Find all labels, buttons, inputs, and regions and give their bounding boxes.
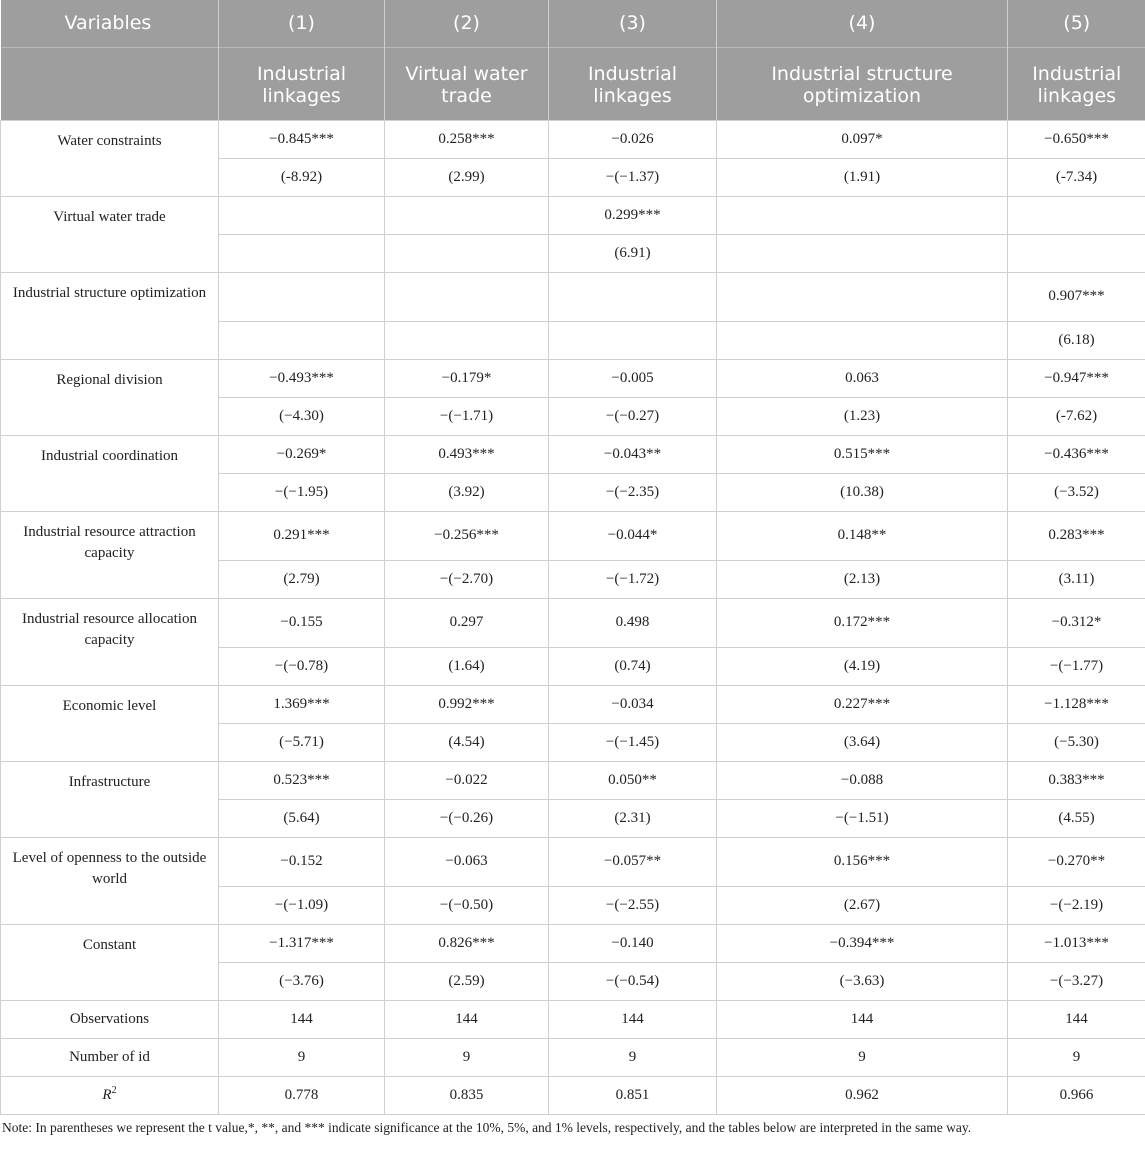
t-value-cell: −(−3.27) bbox=[1008, 962, 1145, 1000]
table-row bbox=[1, 924, 1145, 962]
t-value-cell: (4.19) bbox=[717, 647, 1008, 685]
t-value-cell: −(−2.19) bbox=[1008, 886, 1145, 924]
t-value-cell: (−3.52) bbox=[1008, 473, 1145, 511]
coefficient-cell: 0.297 bbox=[385, 598, 549, 647]
t-value-cell: −(−1.45) bbox=[549, 723, 717, 761]
table-row bbox=[1, 837, 1145, 886]
coefficient-cell: −0.005 bbox=[549, 359, 717, 397]
variable-name: Virtual water trade bbox=[1, 196, 219, 272]
coefficient-cell bbox=[385, 272, 549, 321]
coefficient-cell bbox=[219, 196, 385, 234]
table-row bbox=[1, 511, 1145, 560]
coefficient-cell: −0.034 bbox=[549, 685, 717, 723]
coefficient-cell: 0.523*** bbox=[219, 761, 385, 799]
t-value-cell: (2.67) bbox=[717, 886, 1008, 924]
coefficient-cell: 0.498 bbox=[549, 598, 717, 647]
coefficient-cell: 0.050** bbox=[549, 761, 717, 799]
t-value-cell: −(−2.35) bbox=[549, 473, 717, 511]
stats-value-cell: 0.962 bbox=[717, 1076, 1008, 1114]
coefficient-cell: 0.291*** bbox=[219, 511, 385, 560]
stats-value-cell: 9 bbox=[1008, 1038, 1145, 1076]
stats-value-cell: 144 bbox=[219, 1000, 385, 1038]
coefficient-cell: 0.227*** bbox=[717, 685, 1008, 723]
coefficient-cell: −0.436*** bbox=[1008, 435, 1145, 473]
header-col-4-dep: Industrial structure optimization bbox=[717, 47, 1008, 120]
t-value-cell: −(−1.95) bbox=[219, 473, 385, 511]
coefficient-cell: −0.044* bbox=[549, 511, 717, 560]
stats-value-cell: 0.835 bbox=[385, 1076, 549, 1114]
variable-name: Constant bbox=[1, 924, 219, 1000]
coefficient-cell: −0.493*** bbox=[219, 359, 385, 397]
coefficient-cell bbox=[717, 272, 1008, 321]
coefficient-cell bbox=[717, 196, 1008, 234]
stats-value-cell: 0.778 bbox=[219, 1076, 385, 1114]
t-value-cell: (2.59) bbox=[385, 962, 549, 1000]
t-value-cell: (2.13) bbox=[717, 560, 1008, 598]
header-col-5-dep: Industrial linkages bbox=[1008, 47, 1145, 120]
t-value-cell: −(−1.71) bbox=[385, 397, 549, 435]
t-value-cell: −(−0.54) bbox=[549, 962, 717, 1000]
coefficient-cell: −0.026 bbox=[549, 120, 717, 158]
table-row bbox=[1, 272, 1145, 321]
t-value-cell bbox=[385, 234, 549, 272]
t-value-cell: (-7.62) bbox=[1008, 397, 1145, 435]
t-value-cell: (6.18) bbox=[1008, 321, 1145, 359]
stats-value-cell: 0.851 bbox=[549, 1076, 717, 1114]
t-value-cell: −(−1.09) bbox=[219, 886, 385, 924]
table-row bbox=[1, 685, 1145, 723]
t-value-cell: (2.99) bbox=[385, 158, 549, 196]
coefficient-cell: 0.063 bbox=[717, 359, 1008, 397]
coefficient-cell: 0.283*** bbox=[1008, 511, 1145, 560]
coefficient-cell: −0.140 bbox=[549, 924, 717, 962]
stats-value-cell: 9 bbox=[385, 1038, 549, 1076]
t-value-cell: −(−0.78) bbox=[219, 647, 385, 685]
header-col-1-num: (1) bbox=[219, 0, 385, 47]
header-col-4-num: (4) bbox=[717, 0, 1008, 47]
t-value-cell: −(−1.77) bbox=[1008, 647, 1145, 685]
table-note: Note: In parentheses we represent the t value,*, **, and *** indicate significance at the 10%, 5%, and 1% levels, respectively, and the tables below are interpreted in the same way. bbox=[2, 1119, 972, 1135]
t-value-cell: (−3.63) bbox=[717, 962, 1008, 1000]
header-col-1-dep: Industrial linkages bbox=[219, 47, 385, 120]
variable-name: Industrial coordination bbox=[1, 435, 219, 511]
coefficient-cell: −0.269* bbox=[219, 435, 385, 473]
t-value-cell bbox=[549, 321, 717, 359]
coefficient-cell: 1.369*** bbox=[219, 685, 385, 723]
table-row bbox=[1, 761, 1145, 799]
coefficient-cell: 0.383*** bbox=[1008, 761, 1145, 799]
stats-value-cell: 9 bbox=[717, 1038, 1008, 1076]
variable-name: Water constraints bbox=[1, 120, 219, 196]
variable-name: Infrastructure bbox=[1, 761, 219, 837]
t-value-cell: (−5.71) bbox=[219, 723, 385, 761]
coefficient-cell: −0.845*** bbox=[219, 120, 385, 158]
t-value-cell: (1.23) bbox=[717, 397, 1008, 435]
table-row bbox=[1, 120, 1145, 158]
coefficient-cell: −0.043** bbox=[549, 435, 717, 473]
t-value-cell: (−3.76) bbox=[219, 962, 385, 1000]
t-value-cell bbox=[717, 321, 1008, 359]
t-value-cell: (-8.92) bbox=[219, 158, 385, 196]
t-value-cell: (6.91) bbox=[549, 234, 717, 272]
coefficient-cell: −0.088 bbox=[717, 761, 1008, 799]
t-value-cell: −(−0.50) bbox=[385, 886, 549, 924]
stats-value-cell: 144 bbox=[717, 1000, 1008, 1038]
coefficient-cell: −0.057** bbox=[549, 837, 717, 886]
t-value-cell: (2.31) bbox=[549, 799, 717, 837]
t-value-cell bbox=[717, 234, 1008, 272]
table-row bbox=[1, 598, 1145, 647]
coefficient-cell: 0.493*** bbox=[385, 435, 549, 473]
coefficient-cell: −0.947*** bbox=[1008, 359, 1145, 397]
table-row bbox=[1, 435, 1145, 473]
coefficient-cell: 0.907*** bbox=[1008, 272, 1145, 321]
t-value-cell: (10.38) bbox=[717, 473, 1008, 511]
stats-label: Number of id bbox=[1, 1038, 219, 1076]
coefficient-cell: −0.270** bbox=[1008, 837, 1145, 886]
variable-name: Industrial resource attraction capacity bbox=[1, 511, 219, 598]
coefficient-cell: −0.155 bbox=[219, 598, 385, 647]
stats-value-cell: 9 bbox=[219, 1038, 385, 1076]
coefficient-cell: 0.515*** bbox=[717, 435, 1008, 473]
coefficient-cell bbox=[219, 272, 385, 321]
stats-label: Observations bbox=[1, 1000, 219, 1038]
header-col-2-num: (2) bbox=[385, 0, 549, 47]
coefficient-cell: −0.022 bbox=[385, 761, 549, 799]
t-value-cell: (0.74) bbox=[549, 647, 717, 685]
t-value-cell: (2.79) bbox=[219, 560, 385, 598]
header-blank bbox=[1, 47, 219, 120]
coefficient-cell: 0.826*** bbox=[385, 924, 549, 962]
t-value-cell: (3.92) bbox=[385, 473, 549, 511]
t-value-cell: (−4.30) bbox=[219, 397, 385, 435]
coefficient-cell: −1.317*** bbox=[219, 924, 385, 962]
coefficient-cell: 0.148** bbox=[717, 511, 1008, 560]
coefficient-cell: −0.063 bbox=[385, 837, 549, 886]
variable-name: Level of openness to the outside world bbox=[1, 837, 219, 924]
t-value-cell bbox=[1008, 234, 1145, 272]
t-value-cell: −(−1.51) bbox=[717, 799, 1008, 837]
t-value-cell: (5.64) bbox=[219, 799, 385, 837]
coefficient-cell: 0.992*** bbox=[385, 685, 549, 723]
t-value-cell: −(−1.72) bbox=[549, 560, 717, 598]
header-col-3-num: (3) bbox=[549, 0, 717, 47]
t-value-cell: (3.64) bbox=[717, 723, 1008, 761]
coefficient-cell: 0.097* bbox=[717, 120, 1008, 158]
stats-value-cell: 9 bbox=[549, 1038, 717, 1076]
stats-value-cell: 144 bbox=[1008, 1000, 1145, 1038]
coefficient-cell bbox=[549, 272, 717, 321]
stats-label-text: R bbox=[102, 1086, 112, 1103]
header-col-3-dep: Industrial linkages bbox=[549, 47, 717, 120]
table-body bbox=[1, 120, 1145, 1114]
t-value-cell: (-7.34) bbox=[1008, 158, 1145, 196]
coefficient-cell: 0.172*** bbox=[717, 598, 1008, 647]
t-value-cell: (−5.30) bbox=[1008, 723, 1145, 761]
coefficient-cell: −0.152 bbox=[219, 837, 385, 886]
variable-name: Industrial structure optimization bbox=[1, 272, 219, 359]
header-variables: Variables bbox=[1, 0, 219, 47]
stats-value-cell: 0.966 bbox=[1008, 1076, 1145, 1114]
stats-label bbox=[1, 1076, 219, 1114]
coefficient-cell: −0.179* bbox=[385, 359, 549, 397]
coefficient-cell: 0.299*** bbox=[549, 196, 717, 234]
t-value-cell: (4.55) bbox=[1008, 799, 1145, 837]
coefficient-cell: −0.394*** bbox=[717, 924, 1008, 962]
t-value-cell: (3.11) bbox=[1008, 560, 1145, 598]
t-value-cell: −(−2.70) bbox=[385, 560, 549, 598]
t-value-cell: (1.64) bbox=[385, 647, 549, 685]
coefficient-cell bbox=[385, 196, 549, 234]
t-value-cell: −(−0.26) bbox=[385, 799, 549, 837]
coefficient-cell bbox=[1008, 196, 1145, 234]
stats-label-superscript: 2 bbox=[111, 1084, 117, 1096]
coefficient-cell: −0.312* bbox=[1008, 598, 1145, 647]
variable-name: Regional division bbox=[1, 359, 219, 435]
t-value-cell bbox=[219, 321, 385, 359]
t-value-cell: (1.91) bbox=[717, 158, 1008, 196]
coefficient-cell: −0.650*** bbox=[1008, 120, 1145, 158]
header-col-2-dep: Virtual water trade bbox=[385, 47, 549, 120]
t-value-cell: −(−2.55) bbox=[549, 886, 717, 924]
stats-row bbox=[1, 1000, 1145, 1038]
coefficient-cell: 0.258*** bbox=[385, 120, 549, 158]
t-value-cell bbox=[385, 321, 549, 359]
t-value-cell: (4.54) bbox=[385, 723, 549, 761]
table-row bbox=[1, 196, 1145, 234]
stats-value-cell: 144 bbox=[549, 1000, 717, 1038]
coefficient-cell: −0.256*** bbox=[385, 511, 549, 560]
variable-name: Industrial resource allocation capacity bbox=[1, 598, 219, 685]
variable-name: Economic level bbox=[1, 685, 219, 761]
t-value-cell: −(−0.27) bbox=[549, 397, 717, 435]
t-value-cell bbox=[219, 234, 385, 272]
coefficient-cell: −1.128*** bbox=[1008, 685, 1145, 723]
stats-row bbox=[1, 1076, 1145, 1114]
stats-value-cell: 144 bbox=[385, 1000, 549, 1038]
table-row bbox=[1, 359, 1145, 397]
t-value-cell: −(−1.37) bbox=[549, 158, 717, 196]
coefficient-cell: 0.156*** bbox=[717, 837, 1008, 886]
coefficient-cell: −1.013*** bbox=[1008, 924, 1145, 962]
header-col-5-num: (5) bbox=[1008, 0, 1145, 47]
stats-row bbox=[1, 1038, 1145, 1076]
